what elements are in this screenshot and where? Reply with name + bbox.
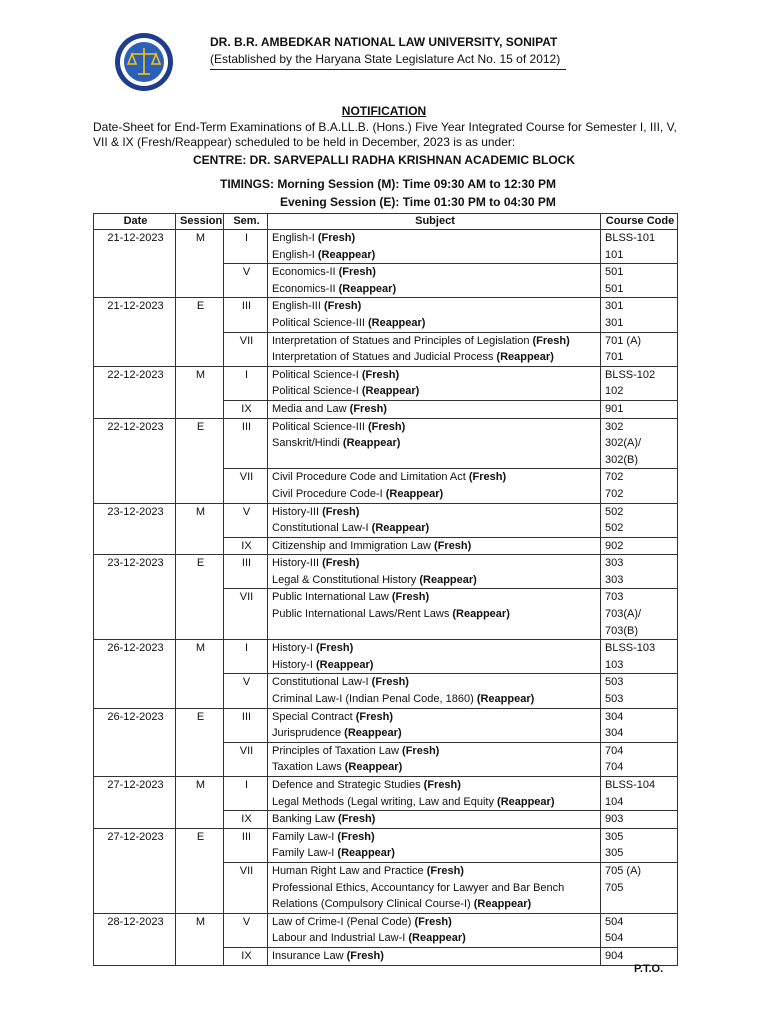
course-code: 304 bbox=[605, 710, 624, 723]
subject-cell bbox=[268, 777, 601, 811]
university-logo bbox=[114, 32, 174, 92]
subject-status: (Reappear) bbox=[361, 385, 420, 398]
exam-date: 21-12-2023 bbox=[94, 230, 176, 298]
course-code: 703 bbox=[605, 591, 624, 604]
subject-line bbox=[272, 845, 598, 862]
subject-name: Sanskrit/Hindi bbox=[272, 437, 343, 450]
subject-line bbox=[272, 725, 598, 742]
subject-line bbox=[272, 315, 598, 332]
notification-title: NOTIFICATION bbox=[341, 104, 427, 118]
subject-cell bbox=[268, 366, 601, 400]
subject-line bbox=[272, 486, 598, 503]
table-row bbox=[94, 640, 678, 674]
course-code: 305 bbox=[605, 847, 624, 860]
subject-status: (Fresh) bbox=[468, 471, 507, 484]
subject-line bbox=[272, 709, 598, 726]
table-row bbox=[94, 298, 678, 332]
subject-line bbox=[272, 640, 598, 657]
subject-status: (Fresh) bbox=[414, 915, 452, 928]
subject-status: (Fresh) bbox=[323, 300, 362, 313]
subject-line bbox=[272, 657, 598, 674]
subject-name: Family Law-I bbox=[272, 830, 338, 843]
semester: IX bbox=[224, 811, 268, 829]
subject-status: (Reappear) bbox=[317, 248, 376, 261]
course-code: 503 bbox=[605, 693, 624, 706]
course-code: 104 bbox=[605, 795, 624, 808]
course-code: BLSS-104 bbox=[605, 779, 656, 791]
exam-date: 28-12-2023 bbox=[94, 913, 176, 965]
subject-name: Principles of Taxation Law bbox=[272, 744, 403, 757]
subject-line bbox=[272, 930, 598, 947]
course-code: 302 bbox=[605, 420, 624, 433]
course-code: 301 bbox=[605, 316, 624, 329]
subject-status: (Reappear) bbox=[497, 795, 555, 808]
course-code-cell bbox=[601, 537, 678, 555]
course-code: BLSS-103 bbox=[605, 642, 656, 655]
subject-name: Public International Laws/Rent Laws bbox=[272, 608, 453, 621]
semester: V bbox=[224, 674, 268, 708]
timings-evening: Evening Session (E): Time 01:30 PM to 04:30 PM bbox=[280, 195, 556, 209]
subject-name: Public International Law bbox=[272, 591, 392, 604]
course-code-cell bbox=[601, 742, 678, 776]
exam-centre: CENTRE: DR. SARVEPALLI RADHA KRISHNAN ACADEMIC BLOCK bbox=[192, 153, 575, 167]
subject-status: (Reappear) bbox=[337, 847, 395, 860]
semester: VII bbox=[224, 589, 268, 640]
subject-line bbox=[272, 691, 598, 708]
subject-status: (Fresh) bbox=[338, 813, 376, 826]
subject-cell bbox=[268, 674, 601, 708]
notification-intro: Date-Sheet for End-Term Examinations of B.A.LL.B. (Hons.) Five Year Integrated Course for Semester I, III, V, VII & IX (Fresh/Reappear) scheduled to be held in December, 2023 is as under: bbox=[93, 120, 677, 149]
subject-name: Defence and Strategic Studies bbox=[272, 779, 424, 791]
course-code: 501 bbox=[605, 282, 624, 295]
subject-name: History-III bbox=[272, 557, 323, 570]
subject-line bbox=[272, 674, 598, 691]
subject-line bbox=[272, 863, 598, 880]
subject-name: Constitutional Law-I bbox=[272, 676, 372, 689]
header-semester: Sem. bbox=[224, 214, 268, 230]
course-code-cell bbox=[601, 264, 678, 298]
subject-name: Law of Crime-I (Penal Code) bbox=[272, 915, 415, 928]
exam-session: E bbox=[176, 418, 224, 503]
subject-cell bbox=[268, 264, 601, 298]
subject-status: (Fresh) bbox=[317, 232, 356, 244]
subject-line bbox=[272, 896, 598, 913]
header-course-code: Course Code bbox=[601, 214, 678, 230]
date-sheet-table bbox=[93, 213, 678, 966]
subject-name: Citizenship and Immigration Law bbox=[272, 539, 435, 552]
header-session: Session bbox=[176, 214, 224, 230]
exam-session: E bbox=[176, 828, 224, 913]
course-code-cell bbox=[601, 418, 678, 469]
table-row bbox=[94, 708, 678, 742]
subject-line bbox=[272, 401, 598, 418]
course-code: 902 bbox=[605, 539, 624, 552]
exam-date: 22-12-2023 bbox=[94, 418, 176, 503]
subject-status: (Reappear) bbox=[344, 761, 403, 774]
subject-status: (Reappear) bbox=[338, 282, 397, 295]
table-row bbox=[94, 828, 678, 862]
course-code: 103 bbox=[605, 658, 624, 671]
subject-name: Political Science-I bbox=[272, 368, 362, 381]
course-code: 302(B) bbox=[605, 453, 639, 466]
subject-name: Political Science-III bbox=[272, 316, 368, 329]
subject-cell bbox=[268, 828, 601, 862]
subject-cell bbox=[268, 947, 601, 965]
subject-status: (Fresh) bbox=[322, 505, 360, 518]
course-code-cell bbox=[601, 862, 678, 913]
subject-name: Civil Procedure Code and Limitation Act bbox=[272, 471, 469, 484]
course-code-cell bbox=[601, 913, 678, 947]
subject-status: (Reappear) bbox=[419, 573, 477, 586]
semester: V bbox=[224, 503, 268, 537]
course-code: 501 bbox=[605, 266, 624, 279]
page-turn-over: P.T.O. bbox=[634, 963, 664, 975]
subject-line bbox=[272, 538, 598, 555]
course-code-cell bbox=[601, 811, 678, 829]
course-code: 302(A)/ bbox=[605, 437, 642, 450]
course-code: 704 bbox=[605, 761, 624, 774]
subject-cell bbox=[268, 418, 601, 469]
semester: VII bbox=[224, 469, 268, 503]
course-code: 704 bbox=[605, 744, 624, 757]
subject-status: (Reappear) bbox=[371, 522, 430, 535]
subject-name: Labour and Industrial Law-I bbox=[272, 932, 409, 945]
subject-cell bbox=[268, 640, 601, 674]
subject-name: Interpretation of Statues and Principles of Legislation bbox=[272, 334, 533, 347]
subject-name: Family Law-I bbox=[272, 847, 338, 860]
course-code: 703(A)/ bbox=[605, 608, 642, 621]
subject-status: (Reappear) bbox=[476, 693, 535, 706]
table-row bbox=[94, 503, 678, 537]
subject-name: Human Right Law and Practice bbox=[272, 864, 427, 877]
semester: I bbox=[224, 640, 268, 674]
course-code-cell bbox=[601, 366, 678, 400]
course-code-cell bbox=[601, 777, 678, 811]
semester: III bbox=[224, 418, 268, 469]
subject-name: English-I bbox=[272, 232, 318, 244]
subject-status: (Fresh) bbox=[361, 368, 400, 381]
course-code: 502 bbox=[605, 505, 624, 518]
exam-session: M bbox=[176, 913, 224, 965]
subject-line bbox=[272, 572, 598, 589]
subject-line bbox=[272, 435, 598, 452]
course-code-cell bbox=[601, 828, 678, 862]
semester: I bbox=[224, 230, 268, 264]
subject-status: (Reappear) bbox=[385, 487, 444, 500]
subject-name: History-I bbox=[272, 642, 316, 655]
subject-name: Economics-II bbox=[272, 282, 339, 295]
subject-cell bbox=[268, 708, 601, 742]
subject-cell bbox=[268, 589, 601, 640]
subject-line bbox=[272, 281, 598, 298]
course-code: 301 bbox=[605, 300, 624, 313]
subject-status: (Reappear) bbox=[496, 351, 554, 364]
subject-name: Insurance Law bbox=[272, 949, 347, 962]
subject-line bbox=[272, 606, 598, 623]
subject-cell bbox=[268, 469, 601, 503]
subject-name: Media and Law bbox=[272, 402, 350, 415]
subject-line bbox=[272, 759, 598, 776]
course-code-cell bbox=[601, 503, 678, 537]
subject-name: Civil Procedure Code-I bbox=[272, 487, 386, 500]
course-code: 102 bbox=[605, 385, 624, 398]
course-code: 504 bbox=[605, 915, 624, 928]
subject-status: (Fresh) bbox=[338, 266, 376, 279]
exam-date: 23-12-2023 bbox=[94, 555, 176, 640]
course-code: 901 bbox=[605, 402, 624, 415]
subject-status: (Fresh) bbox=[346, 949, 384, 962]
subject-line bbox=[272, 520, 598, 537]
subject-line bbox=[272, 367, 598, 384]
course-code: 503 bbox=[605, 676, 624, 689]
semester: I bbox=[224, 366, 268, 400]
course-code: 101 bbox=[605, 248, 624, 261]
subject-line bbox=[272, 230, 598, 247]
subject-name: Political Science-I bbox=[272, 385, 362, 398]
subject-status: (Fresh) bbox=[349, 402, 387, 415]
course-code: 701 bbox=[605, 351, 624, 364]
exam-date: 27-12-2023 bbox=[94, 828, 176, 913]
subject-status: (Reappear) bbox=[342, 437, 401, 450]
exam-date: 26-12-2023 bbox=[94, 640, 176, 708]
course-code-cell bbox=[601, 400, 678, 418]
table-row bbox=[94, 777, 678, 811]
course-code: 903 bbox=[605, 813, 624, 826]
university-name: DR. B.R. AMBEDKAR NATIONAL LAW UNIVERSITY, SONIPAT bbox=[210, 35, 558, 49]
subject-name: Legal Methods (Legal writing, Law and Equity bbox=[272, 795, 498, 808]
subject-status: (Reappear) bbox=[408, 932, 466, 945]
subject-name: Relations (Compulsory Clinical Course-I) bbox=[272, 898, 474, 911]
table-row bbox=[94, 418, 678, 469]
subject-line bbox=[272, 264, 598, 281]
course-code-cell bbox=[601, 555, 678, 589]
subject-name: Criminal Law-I (Indian Penal Code, 1860) bbox=[272, 693, 477, 706]
course-code: 703(B) bbox=[605, 624, 639, 637]
course-code: 904 bbox=[605, 949, 624, 962]
subject-status: (Reappear) bbox=[367, 316, 426, 329]
exam-session: E bbox=[176, 555, 224, 640]
subject-name: English-III bbox=[272, 300, 324, 313]
subject-status: (Fresh) bbox=[434, 539, 472, 552]
subject-line bbox=[272, 811, 598, 828]
subject-line bbox=[272, 333, 598, 350]
exam-session: E bbox=[176, 298, 224, 366]
subject-line bbox=[272, 743, 598, 760]
semester: III bbox=[224, 298, 268, 332]
course-code: 304 bbox=[605, 727, 624, 740]
semester: I bbox=[224, 777, 268, 811]
subject-cell bbox=[268, 230, 601, 264]
subject-cell bbox=[268, 811, 601, 829]
subject-cell bbox=[268, 537, 601, 555]
course-code: 303 bbox=[605, 573, 624, 586]
semester: III bbox=[224, 828, 268, 862]
semester: V bbox=[224, 264, 268, 298]
course-code-cell bbox=[601, 469, 678, 503]
exam-session: E bbox=[176, 708, 224, 776]
subject-status: (Fresh) bbox=[337, 830, 375, 843]
subject-line bbox=[272, 829, 598, 846]
subject-status: (Fresh) bbox=[423, 779, 461, 791]
course-code-cell bbox=[601, 589, 678, 640]
course-code: BLSS-101 bbox=[605, 232, 656, 244]
subject-status: (Fresh) bbox=[371, 676, 409, 689]
subject-line bbox=[272, 794, 598, 811]
course-code-cell bbox=[601, 230, 678, 264]
course-code-cell bbox=[601, 640, 678, 674]
course-code: BLSS-102 bbox=[605, 368, 656, 381]
subject-line bbox=[272, 777, 598, 794]
subject-status: (Reappear) bbox=[316, 658, 374, 671]
course-code: 702 bbox=[605, 487, 624, 500]
subject-name: Legal & Constitutional History bbox=[272, 573, 420, 586]
subject-line bbox=[272, 349, 598, 366]
subject-cell bbox=[268, 742, 601, 776]
course-code: 705 (A) bbox=[605, 864, 642, 877]
subject-line bbox=[272, 555, 598, 572]
subject-cell bbox=[268, 862, 601, 913]
subject-status: (Reappear) bbox=[452, 608, 510, 621]
subject-line bbox=[272, 298, 598, 315]
subject-cell bbox=[268, 503, 601, 537]
subject-name: History-III bbox=[272, 505, 323, 518]
subject-line bbox=[272, 880, 598, 897]
course-code-cell bbox=[601, 708, 678, 742]
table-row bbox=[94, 230, 678, 264]
subject-name: Jurisprudence bbox=[272, 727, 345, 740]
timings-morning: TIMINGS: Morning Session (M): Time 09:30 AM to 12:30 PM bbox=[220, 177, 557, 191]
subject-status: (Fresh) bbox=[355, 710, 394, 723]
subject-name: Political Science-III bbox=[272, 420, 368, 433]
subject-name: History-I bbox=[272, 658, 316, 671]
subject-name: Special Contract bbox=[272, 710, 356, 723]
exam-session: M bbox=[176, 503, 224, 555]
subject-status: (Fresh) bbox=[426, 864, 464, 877]
establishment-note: (Established by the Haryana State Legislature Act No. 15 of 2012) bbox=[210, 52, 561, 66]
exam-date: 26-12-2023 bbox=[94, 708, 176, 776]
exam-date: 23-12-2023 bbox=[94, 503, 176, 555]
exam-date: 22-12-2023 bbox=[94, 366, 176, 418]
semester: VII bbox=[224, 742, 268, 776]
table-row bbox=[94, 555, 678, 589]
course-code: 303 bbox=[605, 557, 624, 570]
course-code-cell bbox=[601, 674, 678, 708]
subject-name: Economics-II bbox=[272, 266, 339, 279]
subject-status: (Reappear) bbox=[344, 727, 402, 740]
course-code: 701 (A) bbox=[605, 334, 642, 347]
semester: VII bbox=[224, 332, 268, 366]
subject-line bbox=[272, 948, 598, 965]
exam-session: M bbox=[176, 640, 224, 708]
course-code: 305 bbox=[605, 830, 624, 843]
subject-status: (Fresh) bbox=[322, 557, 360, 570]
subject-name: Taxation Laws bbox=[272, 761, 345, 774]
semester: III bbox=[224, 708, 268, 742]
subject-cell bbox=[268, 298, 601, 332]
course-code: 702 bbox=[605, 471, 624, 484]
subject-line bbox=[272, 914, 598, 931]
course-code: 705 bbox=[605, 881, 624, 894]
semester: IX bbox=[224, 537, 268, 555]
subject-status: (Fresh) bbox=[367, 420, 406, 433]
subject-cell bbox=[268, 400, 601, 418]
table-row bbox=[94, 366, 678, 400]
semester: V bbox=[224, 913, 268, 947]
subject-status: (Fresh) bbox=[402, 744, 440, 757]
subject-line bbox=[272, 469, 598, 486]
subject-line bbox=[272, 247, 598, 264]
subject-cell bbox=[268, 913, 601, 947]
subject-line bbox=[272, 589, 598, 606]
semester: IX bbox=[224, 400, 268, 418]
header-date: Date bbox=[94, 214, 176, 230]
date-sheet-body bbox=[94, 230, 678, 966]
subject-name: Interpretation of Statues and Judicial Process bbox=[272, 351, 497, 364]
subject-name: Professional Ethics, Accountancy for Lawyer and Bar Bench bbox=[272, 881, 565, 894]
exam-date: 21-12-2023 bbox=[94, 298, 176, 366]
subject-line bbox=[272, 419, 598, 436]
semester: III bbox=[224, 555, 268, 589]
semester: VII bbox=[224, 862, 268, 913]
course-code: 504 bbox=[605, 932, 624, 945]
table-row bbox=[94, 913, 678, 947]
table-header-row bbox=[94, 214, 678, 230]
subject-line bbox=[272, 623, 598, 640]
subject-name: Constitutional Law-I bbox=[272, 522, 372, 535]
subject-name: English-I bbox=[272, 248, 318, 261]
subject-status: (Fresh) bbox=[532, 334, 570, 347]
exam-date: 27-12-2023 bbox=[94, 777, 176, 829]
exam-session: M bbox=[176, 777, 224, 829]
exam-session: M bbox=[176, 366, 224, 418]
subject-cell bbox=[268, 555, 601, 589]
exam-session: M bbox=[176, 230, 224, 298]
subject-line bbox=[272, 504, 598, 521]
subject-line bbox=[272, 383, 598, 400]
subject-name: Banking Law bbox=[272, 813, 339, 826]
course-code-cell bbox=[601, 332, 678, 366]
subject-status: (Fresh) bbox=[316, 642, 354, 655]
header-subject: Subject bbox=[268, 214, 601, 230]
semester: IX bbox=[224, 947, 268, 965]
header-divider bbox=[210, 69, 566, 70]
subject-status: (Reappear) bbox=[473, 898, 532, 911]
course-code: 502 bbox=[605, 522, 624, 535]
subject-status: (Fresh) bbox=[391, 591, 430, 604]
subject-line bbox=[272, 452, 598, 469]
course-code-cell bbox=[601, 298, 678, 332]
subject-cell bbox=[268, 332, 601, 366]
